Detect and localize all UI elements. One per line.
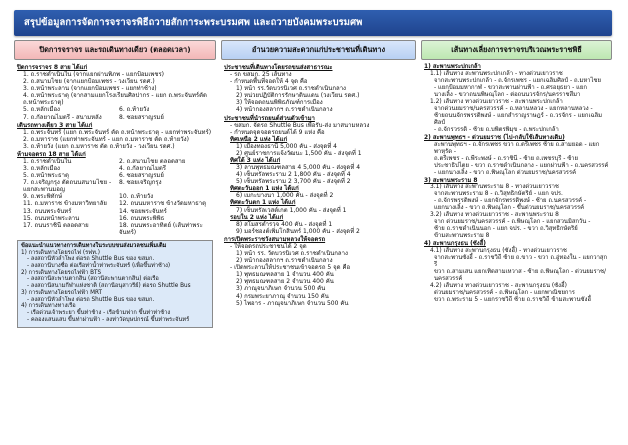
detour-routes-header: เส้นทางเลี่ยงการจราจรบริเวณพระราชพิธี: [421, 40, 612, 60]
list-item: 4) การเดินทางทางเรือ: [21, 303, 76, 310]
list-item: 1.1) เส้นทาง สะพานพระปกเกล้า - ทางด่วนเยาวราช: [430, 70, 563, 77]
list-item: 3) ภาณุจนาภิเษก จำนวน 500 คัน: [236, 285, 326, 293]
list-item: 16. ถนนพระพิพิธ: [119, 214, 165, 222]
list-item: 7. ถ.กัลยาณไมตรี - สนามหลัง: [23, 113, 102, 121]
list-item: 2) พุทธมณฑลสาย 2 จำนวน 400 คัน: [236, 278, 334, 286]
list-item: จากสะพานพระปกเกล้า - ถ.จักรเพชร - แยกเฉลิมศิลป์ - ถ.มหาไชย: [434, 77, 601, 84]
no-parking-section-title: ห้ามจอดรถ 18 สาย ได้แก่: [17, 150, 86, 158]
public-convenience-header: อำนวยความสะดวกแก่ประชาชนที่เดินทาง: [221, 40, 416, 60]
list-item: ซ้าย ถ.ราชดำเนินนอก - แยก จปร. - ขวา ถ.วิสุทธิกษัตริย์: [434, 226, 578, 233]
list-item: 18. ถนนพระอาทิตย์ (เส้นท่าพระจันทร์): [119, 221, 203, 236]
list-item: - กำหนดจุดจอดรถยนต์ได้ 9 แห่ง คือ: [230, 128, 325, 136]
direction-label: ทิศตะวันออก 1 แห่ง ได้แก่: [230, 185, 299, 193]
list-item: 13. ถนนพระจันทร์: [23, 207, 72, 215]
list-item: จาก ด่วนยมราช/นครสวรรค์ - ถ.พิษณุโลก - แยกสวนมิสกวัน -: [434, 219, 591, 226]
list-item: - รถ ขสมก. 25 เส้นทาง: [230, 71, 292, 79]
list-item: 2) การเดินทางโดยรถไฟฟ้า BTS: [21, 269, 102, 276]
list-item: 3.2) เส้นทาง ทางด่วนเยาวราช - สะพานพระราม 8: [430, 212, 559, 219]
list-item: - ลงสถานีบางซื่อ ต่อเรือท่าน้ำท่าพระจันทร์ (เพื่อขึ้นท่าช้าง): [27, 263, 171, 270]
list-item: 6. ถ.ท้ายวัง: [119, 106, 150, 114]
list-item: 8. ซอยสราญรมย์: [119, 113, 164, 121]
detour-routes-column: [421, 40, 612, 438]
list-item: 2. ถ.สนามไชย (จากแยกป้อมเพชร - วงเวียน รดศ.): [23, 78, 155, 86]
list-item: ถ.ตรีเพชร - ถ.พีระพงษ์ - ถ.ราชินี - ซ้าย ถ.เพชรบุรี - ซ้าย: [434, 155, 578, 162]
list-item: - ลงสถานีหัวลำโพง ต่อรถ Shuttle Bus ของ ขสมก.: [27, 256, 155, 263]
public-transit-section-title: ประชาชนที่เดินทางโดยรถขนส่งสาธารณะ: [224, 64, 333, 71]
list-item: 4) หน้ากองสลากฯ ถ.ราชดำเนินกลาง: [236, 106, 333, 114]
list-item: - คลองแสนแสบ ขึ้นท่าผ่านฟ้า - ลงท่าวัดบุษปกรณ์ ขึ้นท่าพระจันทร์: [27, 316, 190, 323]
list-item: 4. ถ.หน้าพระธาตุ (จากสามแยกโรงเรียนศิลปากร - แยก ถ.พระจันทร์ตัด ถ.หน้าพระธาตุ): [23, 92, 207, 107]
list-item: 2) หน้ากองสลากฯ ถ.ราชดำเนินกลาง: [236, 257, 333, 265]
direction-label: ทิศตะวันตก 1 แห่ง ได้แก่: [230, 199, 296, 207]
list-item: 5. ถ.หน้าพระธาตุ: [23, 172, 69, 180]
page-title: สรุปข้อมูลการจัดการจราจรพิธีถวายสักการะพระบรมศพ และถวายบังคมพระบรมศพ: [24, 17, 363, 29]
list-item: 4.2) เส้นทาง ทางด่วนเยาวราช - สะพานกรุงธน (ซังฮี้): [430, 283, 567, 290]
road-closure-header: ปิดการจราจร และรถเดินทางเดียว (ตลอดเวลา): [14, 40, 216, 60]
list-item: 1) เมืองทองธานี 5,000 คัน - ส่งจุดที่ 4: [236, 142, 337, 150]
list-item: 8. ซอยเจริญกรุง: [119, 179, 162, 187]
list-item: ขวา ถ.พระราม 5 - แยกราชวิถี ซ้าย ถ.ราชวิถี ข้ามสะพานซังฮี้: [434, 296, 591, 303]
list-item: ด่วนยมราช/นครสวรรค์ - ถ.พิษณุโลก - แยกพาณิชยการ: [434, 290, 575, 296]
list-item: 2. ถ.มหาราช (แยกท่าพระจันทร์ - แยก ถ.มหาราช ตัด ถ.ท้ายวัง): [23, 135, 189, 143]
list-item: 5) เซ็นทรัลพระราม 2 3,700 คัน - ส่งจุดที่ 2: [236, 178, 351, 186]
list-item: 5) ไพอาร - ภาณุจนาภิเษก จำนวน 500 คัน: [236, 299, 349, 307]
list-item: 1) พุทธมณฑลสาย 1 จำนวน 400 คัน: [236, 271, 334, 279]
list-item: 1. ถ.ราชดำเนินใน: [23, 158, 72, 166]
list-item: - เรือด่วนเจ้าพระยา ขึ้นท่าช้าง - เรือข้ามฟาก ขึ้นท่าท่าช้าง: [27, 310, 171, 317]
one-way-section-title: เดินรถทางเดียว 3 สาย ได้แก่: [17, 121, 93, 129]
transit-advice-title: ข้อแนะนำแนวทางการเดินทางในระบบขนส่งมวลชนเพิ่มเติม: [21, 242, 167, 249]
list-item: 11. ถ.มหาราช ข้างมหาวิทยาลัย: [23, 200, 107, 208]
list-item: 2) หน่วยปฏิบัติการรักษาดินแดน (วงเวียน รดศ.): [236, 92, 360, 100]
list-item: นางเลิ้ง - ขวาถนนพิษณุโลก - ต่อถนนวรจักร/นครราชสีมา: [434, 91, 581, 98]
list-item: 3) ให้จอดถนนพิพิธภัณฑ์การเมือง: [236, 99, 323, 107]
list-item: จากด่วนยมราช/นครสวรรค์ - ถ.หลานหลวง - แยกหลานหลวง -: [434, 105, 593, 112]
list-item: - ถ.จักรพรรดิพงษ์ - แยกจักรพรรดิพงษ์ - ซ้าย ถ.นครสวรรค์ -: [434, 198, 587, 205]
direction-label: รอบใน 2 แห่ง ได้แก่: [230, 213, 284, 221]
direction-label: ทิศเหนือ 2 แห่ง ได้แก่: [230, 135, 288, 143]
palace-parking-section-title: การเปิดพระราชวังสนามหลวงให้จอดรถ: [224, 235, 326, 243]
list-item: 1.2) เส้นทาง ทางด่วนเยาวราช - สะพานพระปกเกล้า: [430, 98, 563, 105]
list-item: 5. ถ.หลักเมือง: [23, 106, 60, 114]
list-item: 3.1) เส้นทาง สะพานพระราม 8 - ทางด่วนเยาวราช: [430, 184, 559, 191]
list-item: 10. ถ.ท้ายวัง: [119, 193, 154, 201]
list-item: 2) ศูนย์ราชการแจ้งวัฒนะ 1,500 คัน - ส่งจุดที่ 1: [236, 149, 362, 157]
list-item: 4) เซ็นทรัลพระราม 2 1,800 คัน - ส่งจุดที่ 4: [236, 171, 351, 179]
list-item: 3. ถ.ท้ายวัง (แยก ถ.มหาราช ตัด ถ.ท้ายวัง - วงเวียน รดศ.): [23, 142, 175, 150]
list-item: 1. ถ.ราชดำเนินใน (จากแยกผ่านพิภพ - แยกป้อมเพชร): [23, 71, 165, 79]
list-item: - แยกป้อมมหากาฬ - ขวาสะพานผ่านฟ้า - ถ.ศรอยุธยา - แยก: [434, 84, 587, 91]
list-item: 3. ถ.หน้าพระลาน (จากแยกป้อมเพชร - แยกท่าช้าง): [23, 85, 157, 93]
route-section-title: 1) สะพานพระปกเกล้า: [424, 64, 481, 70]
private-car-section-title: ประชาชนที่นำรถยนต์ส่วนตัวเข้ามา: [224, 114, 315, 122]
list-item: ข้ามสะพานพระราม 8: [434, 233, 490, 240]
list-item: 7) เซ็นทรัลเวสต์เกต 1,000 คัน - ส่งจุดที่ 1: [236, 206, 347, 214]
road-closure-column: [14, 40, 216, 438]
list-item: 8) สโมสรตำรวจ 400 คัน - ส่งจุดที่ 1: [236, 220, 333, 228]
list-item: 6) เมกะบางนา 1,000 คัน - ส่งจุดที่ 2: [236, 192, 334, 200]
list-item: 2. ถ.สนามไชย ตลอดสาย: [119, 158, 186, 166]
list-item: - เปิดพระลานให้ประชาชนเข้าจอดรถ 5 จุด คือ: [230, 264, 351, 272]
list-item: 6. ซอยสราญรมย์: [119, 172, 164, 180]
route-section-title: 4) สะพานกรุงธน (ซังฮี้): [424, 241, 486, 248]
list-item: ขวา ถ.สามเสน แยกเทิดสามเหวาส - ซ้าย ถ.พิษณุโลก - ด่วนยมราช/: [434, 269, 607, 276]
list-item: - ให้จอดรถประชาชนได้ 2 จุด: [230, 242, 307, 250]
list-item: - แยกนางเลิ้ง - ขวา ถ.พิษณุโลก ด่วนยมราช/นครสวรรค์: [434, 169, 577, 176]
list-item: 3. ถ.หลักเมือง: [23, 165, 60, 173]
list-item: ซ้ายถนนจักรพรรดิพงษ์ - แยกสำราญราษฎร์ - ถ.วรจักร - แยกเฉลิมศิลป์: [434, 112, 602, 126]
list-item: จากสะพานซังฮี้ - ถ.ราชวิถี ซ้าย ถ.ขาว - ขวา ถ.อู่ทองใน - แยกวาสุกรี: [434, 255, 608, 269]
list-item: - ลงสถานีสนามกีฬาแห่งชาติ (สถานีอนุสาวรีย์) ต่อรถ Shuttle Bus: [27, 283, 191, 290]
list-item: - ลงสถานีสะพานตากสิน (สถานีสะพานตากสิน) ต่อเรือ: [27, 276, 159, 283]
list-item: 7. ถ.เจริญกรุง ตัดถนนสนามไชย - แยกสะพานมอญ: [23, 179, 112, 194]
list-item: 4. ถ.กัลยาณไมตรี: [119, 165, 167, 173]
list-item: 3) การเดินทางโดยรถไฟฟ้า MRT: [21, 289, 102, 296]
list-item: นครสวรรค์: [434, 276, 463, 283]
list-item: สะพานพุทธฯ - ถ.จักรเพชร ขวา ถ.ตรีเพชร ซ้าย ถ.สามยอด - แยกพาหุรัด -: [434, 141, 600, 155]
route-section-title: 3) สะพานพระราม 8: [424, 177, 478, 184]
list-item: 3) ลานพุทธมณฑลสาย 4 5,000 คัน - ส่งจุดที่ 4: [236, 164, 361, 172]
page-title-banner: [14, 10, 612, 36]
list-item: 9) มอร์ชองต์เพิ่มโกสินทร์ 1,000 คัน - ส่งจุดที่ 2: [236, 227, 360, 235]
transit-advice-box: [17, 240, 213, 328]
list-item: 4) กรมพระยาภาณุ จำนวน 150 คัน: [236, 292, 329, 300]
list-item: 1) หน้า รร.วัดบวรนิเวศ ถ.ราชดำเนินกลาง: [236, 85, 346, 93]
list-item: แยกนางเลิ้ง - ขวา ถ.พิษณุโลก - ขึ้นด่วนยมราช/นครสวรรค์: [434, 205, 585, 212]
direction-label: ทิศใต้ 3 แห่ง ได้แก่: [230, 157, 281, 165]
list-item: จากสะพานพระราม 8 - ถ.วิสุทธิกษัตริย์ - แยก จปร.: [434, 191, 563, 198]
list-item: 17. ถนนราชินี ตลอดสาย: [23, 221, 89, 229]
list-item: 9. ถ.พระพิทักษ์: [23, 193, 63, 201]
list-item: - ถ.จักรวรรดิ - ซ้าย ถ.บพิตรพิมุข - ถ.พระปกเกล้า: [434, 126, 559, 133]
list-item: - ขสมก. จัดรถ Shuttle Bus เพื่อรับ-ส่ง มาสนามหลวง: [230, 121, 370, 129]
list-item: ประชาธิปไตย - ขวา ถ.ราชดำเนินกลาง - แยกผ่านฟ้า - ถ.นครสวรรค์: [434, 162, 609, 169]
list-item: 1) หน้า รร. วัดบวรนิเวศ ถ.ราชดำเนินกลาง: [236, 250, 348, 258]
list-item: 4.1) เส้นทาง สะพานกรุงธน (ซังฮี้) - ทางด่วนเยาวราช: [430, 248, 567, 255]
list-item: 14. ซอยพระจันทร์: [119, 207, 167, 215]
closure-section-title: ปิดการจราจร 8 สาย ได้แก่: [17, 64, 88, 71]
list-item: 12. ถนนมหาราช ข้างวัดมหาธาตุ: [119, 200, 207, 208]
list-item: - กำหนดพื้นที่จอดให้ 4 จุด คือ: [230, 78, 308, 86]
public-convenience-column: [221, 40, 416, 438]
list-item: - ลงสถานีหัวลำโพง ต่อรถ Shuttle Bus ของ ขสมก.: [27, 296, 155, 303]
list-item: 15. ถนนหน้าพระลาน: [23, 214, 80, 222]
route-section-title: 2) สะพานพุทธฯ - ด่วนยมราช (ไป-กลับใช้เส้นทางเดิม): [424, 134, 565, 141]
list-item: 1) การเดินทางโดยรถไฟ (รฟท.): [21, 249, 100, 256]
list-item: 1. ถ.พระจันทร์ (แยก ถ.พระจันทร์ ตัด ถ.หน้าพระธาตุ - แยกท่าพระจันทร์): [23, 128, 212, 136]
